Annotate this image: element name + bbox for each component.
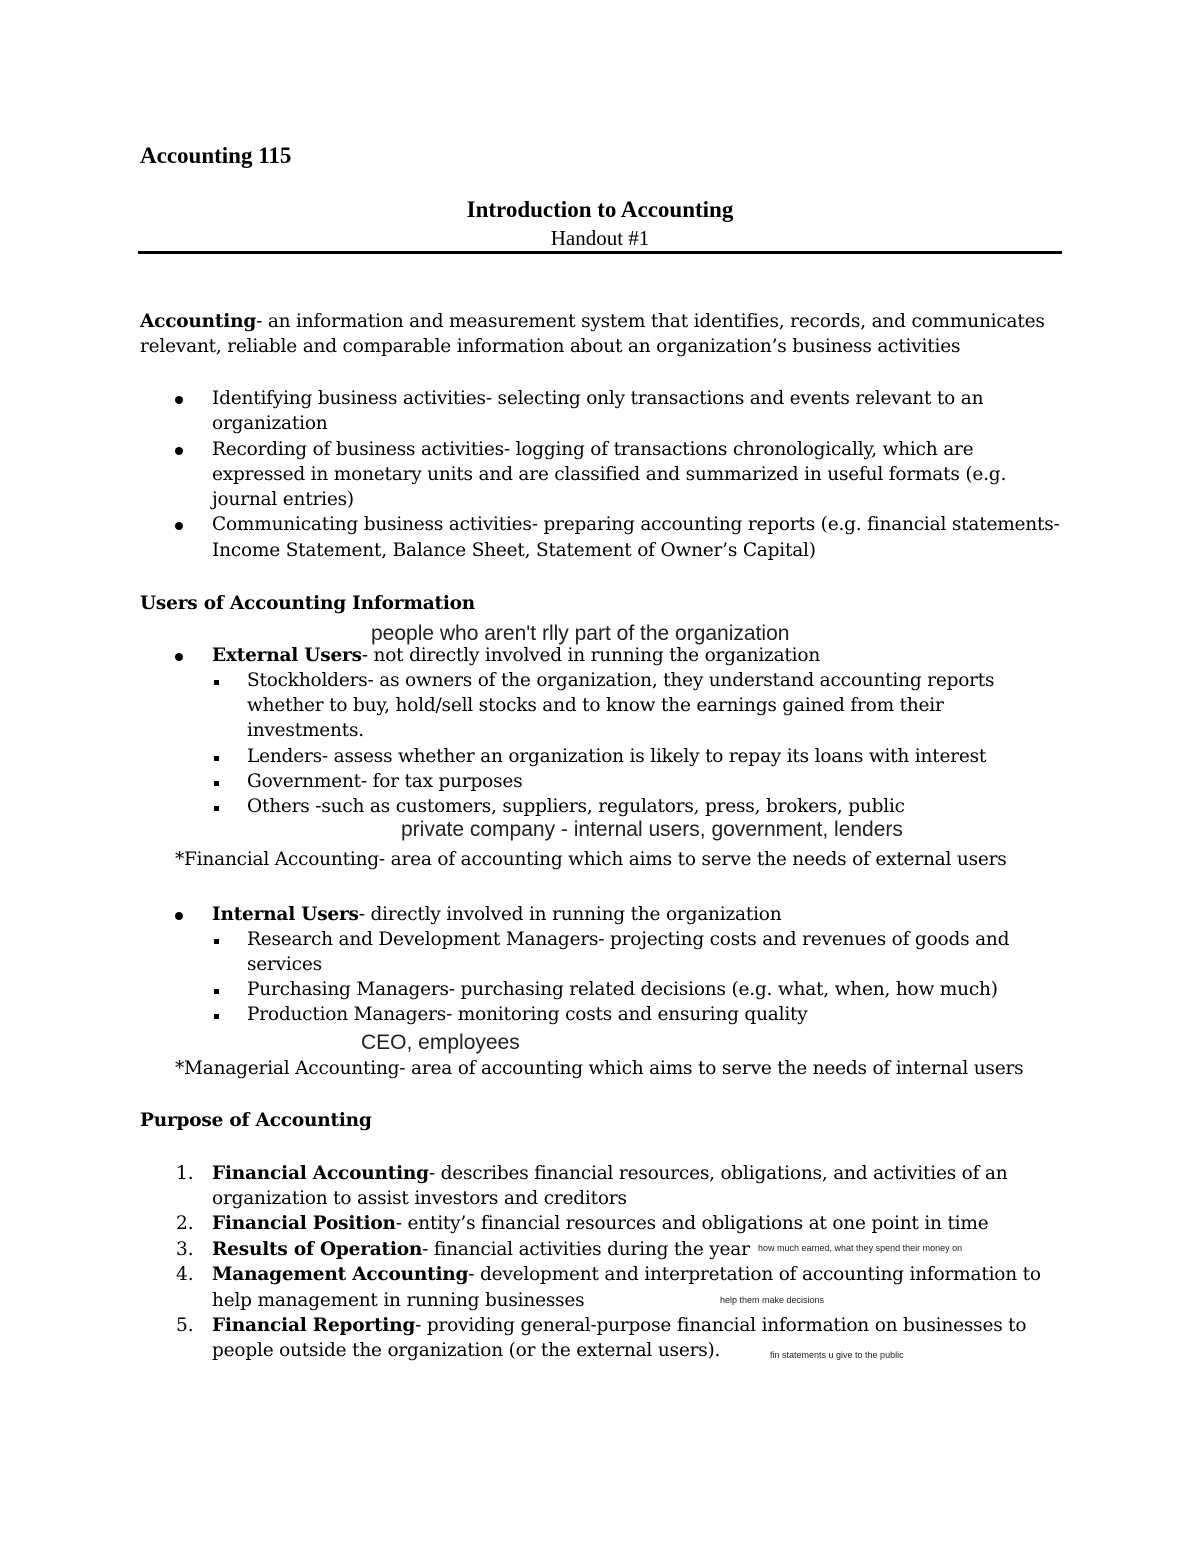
activity-recording-line-2: expressed in monetary units and are classified and summarized in useful formats (e.g. xyxy=(212,464,1007,485)
purpose-desc: - providing general-purpose financial information on businesses to xyxy=(415,1315,1027,1336)
purpose-5-line-1 xyxy=(212,1315,1026,1336)
purpose-number: 5. xyxy=(176,1315,194,1336)
purpose-number: 1. xyxy=(176,1163,194,1184)
square-bullet-icon xyxy=(214,1014,219,1019)
handwritten-note-external: people who aren't rlly part of the organization xyxy=(371,622,790,645)
purpose-desc: - describes financial resources, obligations, and activities of an xyxy=(428,1163,1008,1184)
external-users-term: External Users xyxy=(212,645,362,666)
activity-identifying-line-2: organization xyxy=(212,413,328,434)
external-users-line xyxy=(212,645,820,666)
purpose-term: Financial Accounting xyxy=(212,1163,429,1184)
purpose-term: Financial Reporting xyxy=(212,1315,416,1336)
handwritten-note-private: private company - internal users, government, lenders xyxy=(401,818,903,841)
rd-managers-line-2: services xyxy=(247,954,322,975)
stockholders-line-1: Stockholders- as owners of the organization, they understand accounting reports xyxy=(247,670,995,691)
square-bullet-icon xyxy=(214,939,219,944)
definition-line-1 xyxy=(140,311,1045,332)
internal-users-term: Internal Users xyxy=(212,904,359,925)
handwritten-note-ceo: CEO, employees xyxy=(361,1031,520,1054)
purpose-heading: Purpose of Accounting xyxy=(140,1110,372,1131)
purpose-1-line-2: organization to assist investors and creditors xyxy=(212,1188,627,1209)
activity-communicating-line-2: Income Statement, Balance Sheet, Statement of Owner’s Capital) xyxy=(212,540,816,561)
activity-communicating-line-1: Communicating business activities- preparing accounting reports (e.g. financial statements- xyxy=(212,514,1060,535)
users-heading: Users of Accounting Information xyxy=(140,593,476,614)
purpose-number: 4. xyxy=(176,1264,194,1285)
purpose-4-line-2: help management in running businesses xyxy=(212,1290,585,1311)
square-bullet-icon xyxy=(214,680,219,685)
definition-term: Accounting xyxy=(140,311,257,332)
square-bullet-icon xyxy=(214,989,219,994)
page-subtitle: Handout #1 xyxy=(550,226,650,250)
page-title: Introduction to Accounting xyxy=(466,197,734,222)
bullet-icon xyxy=(175,912,183,920)
header-divider xyxy=(138,251,1062,254)
purpose-term: Results of Operation xyxy=(212,1239,423,1260)
purpose-term: Management Accounting xyxy=(212,1264,469,1285)
bullet-icon xyxy=(175,396,183,404)
square-bullet-icon xyxy=(214,781,219,786)
others-line: Others -such as customers, suppliers, regulators, press, brokers, public xyxy=(247,796,905,817)
internal-users-line xyxy=(212,904,781,925)
bullet-icon xyxy=(175,522,183,530)
rd-managers-line-1: Research and Development Managers- projecting costs and revenues of goods and xyxy=(247,929,1010,950)
definition-line-2: relevant, reliable and comparable information about an organization’s business activities xyxy=(140,336,961,357)
activity-recording-line-1: Recording of business activities- logging of transactions chronologically, which are xyxy=(212,439,974,460)
bullet-icon xyxy=(175,653,183,661)
production-managers-line: Production Managers- monitoring costs and ensuring quality xyxy=(247,1004,808,1025)
purpose-desc: - financial activities during the year xyxy=(422,1239,750,1260)
purpose-number: 2. xyxy=(176,1213,194,1234)
purpose-3-line-1 xyxy=(212,1239,750,1260)
financial-accounting-note: *Financial Accounting- area of accounting which aims to serve the needs of external users xyxy=(175,849,1007,870)
activity-identifying-line-1: Identifying business activities- selecting only transactions and events relevant to an xyxy=(212,388,984,409)
course-title: Accounting 115 xyxy=(140,143,292,168)
purpose-number: 3. xyxy=(176,1239,194,1260)
purpose-desc: - entity’s financial resources and obligations at one point in time xyxy=(395,1213,989,1234)
internal-users-desc: - directly involved in running the organization xyxy=(358,904,782,925)
purchasing-managers-line: Purchasing Managers- purchasing related decisions (e.g. what, when, how much) xyxy=(247,979,998,1000)
stockholders-line-2: whether to buy, hold/sell stocks and to know the earnings gained from their xyxy=(247,695,944,716)
bullet-icon xyxy=(175,447,183,455)
purpose-2-line-1 xyxy=(212,1213,989,1234)
government-line: Government- for tax purposes xyxy=(247,771,523,792)
managerial-accounting-note: *Managerial Accounting- area of accounting which aims to serve the needs of internal users xyxy=(175,1058,1024,1079)
square-bullet-icon xyxy=(214,756,219,761)
square-bullet-icon xyxy=(214,806,219,811)
purpose-term: Financial Position xyxy=(212,1213,396,1234)
definition-text-1: - an information and measurement system that identifies, records, and communicates xyxy=(256,311,1045,332)
handwritten-note-results: how much earned, what they spend their money on xyxy=(758,1243,963,1253)
external-users-desc: - not directly involved in running the organization xyxy=(361,645,821,666)
purpose-5-line-2: people outside the organization (or the external users). xyxy=(212,1340,721,1361)
lenders-line: Lenders- assess whether an organization is likely to repay its loans with interest xyxy=(247,746,987,767)
purpose-4-line-1 xyxy=(212,1264,1041,1285)
handwritten-note-management: help them make decisions xyxy=(720,1295,825,1305)
purpose-1-line-1 xyxy=(212,1163,1007,1184)
activity-recording-line-3: journal entries) xyxy=(212,489,354,510)
stockholders-line-3: investments. xyxy=(247,720,364,741)
handwritten-note-reporting: fin statements u give to the public xyxy=(770,1350,904,1360)
purpose-desc: - development and interpretation of accounting information to xyxy=(468,1264,1041,1285)
